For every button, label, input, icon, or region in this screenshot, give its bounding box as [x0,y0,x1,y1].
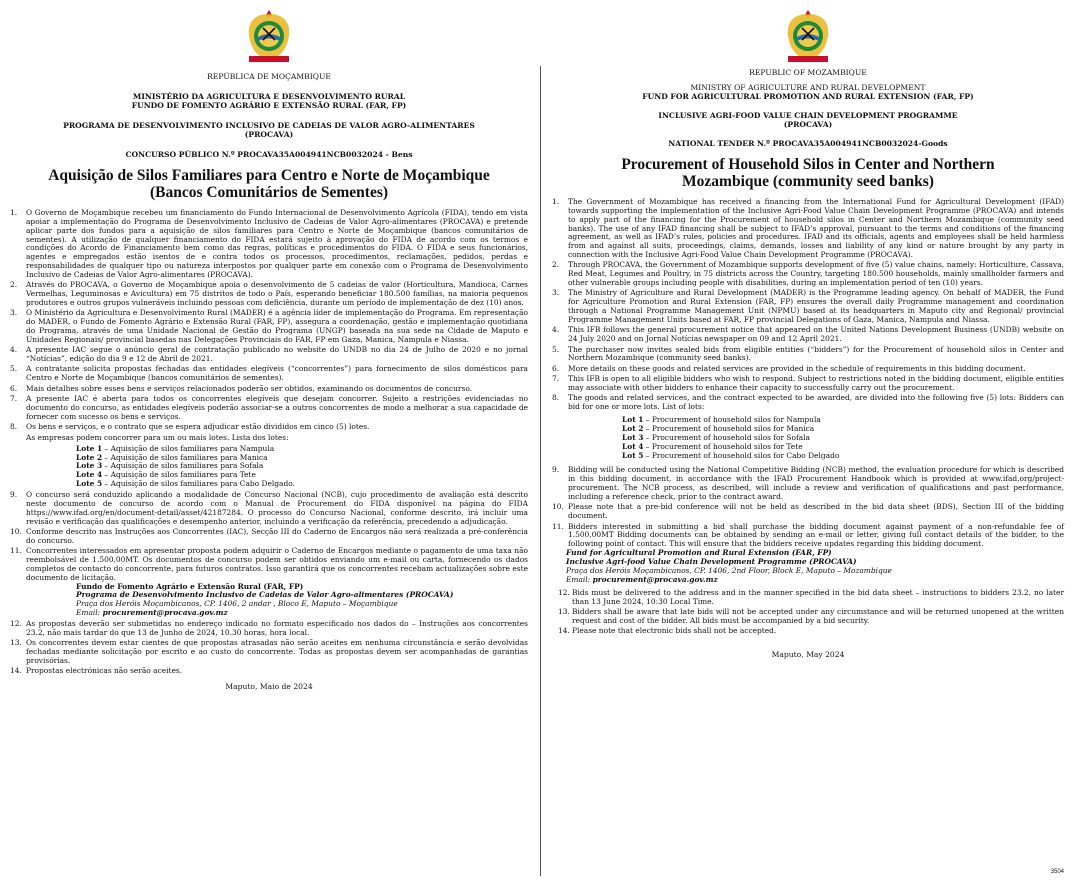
place-date: Maputo, Maio de 2024 [225,682,313,692]
english-notice [552,0,1064,885]
list-item: 4. A presente IAC segue o anúncio geral de contratação publicado no website do UNDB no dia 24 de Julho de 2020 e no jornal “Notícias”, edição do dia 9 e 12 de Abril de 2021. [10,345,528,363]
programme-name: INCLUSIVE AGRI-FOOD VALUE CHAIN DEVELOPMENT PROGRAMME [658,111,958,120]
lot-row: Lot 3 – Procurement of household silos for Sofala [622,432,810,442]
list-item: 2. Through PROCAVA, the Government of Mozambique supports development of five (5) value chains, namely: Horticulture, Cassava, Red Meat, Legumes and Poultry, in 75 districts across the Country, targeting 180.500 households, mainly smallholder farmers and other vulnerable groups including people with disabilities, during an implementation period of ten (10) years. [552,260,1064,288]
republic-name: REPÚBLICA DE MOÇAMBIQUE [207,72,331,81]
notice-items-final [10,620,528,676]
list-item: 11. Concorrentes interessados em apresentar proposta podem adquirir o Caderno de Encargos mediante o pagamento de uma taxa não reembolsável de 1.500,00MT. Os documentos de concurso podem ser obtidos enviando um e-mail ou carta, fornecendo os dados completos de contacto do concorrente, para futuros contratos. Isso garantirá que os concorrentes recebam actualizações sobre este documento de licitação. [10,546,528,582]
coat-of-arms-emblem [780,6,836,66]
list-item: 8. The goods and related services, and the contract expected to be awarded, are divided into the following five (5) lots: Bidders can bid for one or more lots. List of lots: [552,393,1064,412]
list-item: 1. The Government of Mozambique has received a financing from the International Fund for Agricultural Development (IFAD) towards supporting the implementation of the Inclusive Agri-Food Value Chain Development Programme (PROCAVA) and intends to apply part of the financing for the Procurement of household silos in Center and Northern Mozambique (community seed banks). The use of any IFAD financing shall be subject to IFAD’s approval, pursuant to the terms and conditions of the financing agreement, as well as IFAD’s rules, policies and procedures. IFAD and its officials, agents and employees shall be held harmless from and against all suits, proceedings, claims, demands, losses and liability of any kind or nature brought by any party in connection with the Inclusive Agri-Food Value Chain Development Programme (PROCAVA). [552,197,1064,260]
list-item: 10. Conforme descrito nas Instruções aos Concorrentes (IAC), Secção III do Caderno de Encargos não será realizada a pré-conferência do concurso. [10,527,528,545]
contact-address: Fund for Agricultural Promotion and Rural Extension (FAR, FP) Inclusive Agri-food Value Chain Development Programme (PROCAVA) Praça dos Heróis Moçambicanos, CP. 1406, 2nd Floor, Block E, Maputo – Mozambique Email: procurement@procava.gov.mz [566,548,892,584]
notice-items [10,209,528,443]
lot-row: Lote 3 – Aquisição de silos familiares para Sofala [76,461,264,471]
lot-row: Lote 2 – Aquisição de silos familiares para Manica [76,452,268,462]
notice-items-continued [10,491,528,582]
tender-number: CONCURSO PÚBLICO N.º PROCAVA35A004941NCB0032024 - Bens [125,150,413,159]
list-item: 3. O Ministério da Agricultura e Desenvolvimento Rural (MADER) é a agência líder de implementação do Programa. Em representação do MADER, o Fundo de Fomento Agrário e Extensão Rural (FAR, FP), assegura a coordenação, gestão e implementação quotidiana do Programa, através de uma Unidade Nacional de Gestão do Programa (UNGP) baseada na sua sede na Cidade de Maputo e Unidades Regionais/ provincial basedas nas Delegações Provinciais do FAR, FP em Gaza, Manica, Nampula e Niassa. [10,308,528,344]
coat-of-arms-emblem [241,6,297,66]
list-item: 13. Os concorrentes devem estar cientes de que propostas atrasadas não serão aceites em nenhuma circunstância e serão devolvidas fechadas mediante solicitação por escrito e ao custo do concorrente. Todas as propostas devem ser acompanhadas de garantias provisórias. [10,638,528,666]
list-item: 11. Bidders interested in submitting a bid shall purchase the bidding document against payment of a non-refundable fee of 1.500,00MT Bidding documents can be obtained by sending an e-mail or letter, giving full contact details of the bidder, to the following point of contact. This will ensure that the bidders receive updates regarding this bidding document. [552,521,1064,549]
lots-intro: As empresas podem concorrer para um ou mais lotes. Lista dos lotes: [26,432,289,442]
republic-name: REPUBLIC OF MOZAMBIQUE [749,68,867,77]
list-item: 5. A contratante solicita propostas fechadas das entidades elegíveis (“concorrentes”) para fornecimento de silos domésticos para Centro e Norte de Moçambique (bancos comunitários de sementes). [10,364,528,383]
list-item: 13. Bidders shall be aware that late bids will not be accepted under any circumstance and will be returned unopened at the written request and cost of the bidder. All bids must be accompanied by a bid security. [558,606,1064,625]
lot-row: Lot 1 – Procurement of household silos for Nampula [622,414,821,424]
lot-row: Lote 4 – Aquisição de silos familiares para Tete [76,470,256,480]
list-item: 5. The purchaser now invites sealed bids from eligible entities (“bidders”) for the Procurement of household silos in Center and Northern Mozambique (community seed banks). [552,344,1064,363]
contact-address: Fundo de Fomento Agrário e Extensão Rural (FAR, FP) Programa de Desenvolvimento Inclusivo de Cadeias de Valor Agro-alimentares (PROCAVA) Praça dos Heróis Moçambicanos, CP. 1406, 2 andar , Bloco E, Maputo – Moçambique Email: procurement@procava.gov.mz [76,581,454,618]
list-item: 9. Bidding will be conducted using the National Competitive Bidding (NCB) method, the evaluation procedure for which is described in this bidding document, in accordance with the IFAD Procurement Handbook which is provided at www.ifad.org/project-procurement. The NCB process, as described, will include a review and verification of qualifications and past performance, including a reference check, prior to the contract award. [552,465,1064,501]
lot-row: Lot 2 – Procurement of household silos for Manica [622,423,815,433]
list-item: 7. A presente IAC é aberta para todos os concorrentes elegíveis que desejam concorrer. Sujeito a restrições evidenciadas no documento do concurso, as entidades elegíveis poderão associar-se a outros concorrentes de modo a melhorar a sua capacidade de fornecer com sucesso os bens e serviços. [10,393,528,421]
list-item: 1. O Governo de Moçambique recebeu um financiamento do Fundo Internacional de Desenvolvimento Agrícola (FIDA), tendo em vista apoiar a implementação do Programa de Desenvolvimento Inclusivo de Cadeias de Valor Agro-alimentares (PROCAVA) e pretende aplicar parte dos fundos para a aquisição de silos familiares para Centro e Norte de Moçambique (bancos comunitários de sementes). A utilização de qualquer financiamento do FIDA estará sujeito à aprovação do FIDA de acordo com os termos e condições do Acordo de Financiamento bem como das regras, políticas e procedimentos do FIDA. O FIDA e seus funcionários, agentes e empregados estão isentos de e contra todos os processos, procedimentos, reclamações, pedidos, perdas e responsabilidades de qualquer tipo ou natureza interpostos por qualquer parte em conexão com o Programa de Desenvolvimento Inclusivo de Cadeias de Valor Agro-alimentares (PROCAVA). [10,208,528,279]
list-item: 14. Propostas electrónicas não serão aceites. [10,666,183,676]
list-item: 9. O concurso será conduzido aplicando a modalidade de Concurso Nacional (NCB), cujo procedimento de avaliação está descrito neste documento de concurso de acordo com o Manual de Procurement do FIDA disponível na página do FIDA https://www.ifad.org/en/document-detail/asset/42187284. O processo do Concurso Nacional, conforme descrito, irá incluir uma revisão e verificação das qualificações e desempenho anterior, incluindo a verificação da referência, precedendo a adjudicação. [10,490,528,526]
notice-items [552,198,1064,412]
portuguese-notice [10,0,528,885]
fund-name: FUNDO DE FOMENTO AGRÁRIO E EXTENSÃO RURAL (FAR, FP) [131,101,407,110]
notice-items-continued [552,466,1064,549]
list-item: 4. This IFB follows the general procurement notice that appeared on the United Nations Development Business (UNDB) website on 24 July 2020 and on Jornal Notícias newspaper on 09 and 12 April 2021. [552,325,1064,344]
programme-abbr: (PROCAVA) [244,130,294,139]
fund-name: FUND FOR AGRICULTURAL PROMOTION AND RURAL EXTENSION (FAR, FP) [642,92,974,101]
lots-list [76,445,528,490]
lot-row: Lot 4 – Procurement of household silos for Tete [622,441,803,451]
lots-list [622,416,1064,461]
ministry-name: MINISTRY OF AGRICULTURE AND RURAL DEVELOPMENT [690,83,926,92]
list-item: 12. Bids must be delivered to the address and in the manner specified in the bid data sheet – instructions to bidders 23.2, no later than 13 June 2024, 10:30 Local Time. [558,587,1064,606]
list-item: 3. The Ministry of Agriculture and Rural Development (MADER) is the Programme leading agency. On behalf of MADER, the Fund for Agriculture Promotion and Rural Extension (FAR, FP) ensures the overall daily Programme management and coordination through a National Programme Management Unit (NPMU) based at its headquarters in Maputo city and Regional/ provincial Programme Management Units based at FAR, FP provincial Delegations of Gaza, Manica, Nampula and Niassa. [552,288,1064,324]
notice-title: Procurement of Household Silos in Center and Northern Mozambique (community seed banks) [621,156,995,190]
list-item: 7. This IFB is open to all eligible bidders who wish to respond. Subject to restrictions noted in the bidding document, eligible entities may associate with other bidders to enhance their capacity to successfully carry out the procurement. [552,374,1064,392]
lot-row: Lote 1 – Aquisição de silos familiares para Nampula [76,443,275,453]
lot-row: Lote 5 – Aquisição de silos familiares para Cabo Delgado. [76,479,295,489]
list-item: 2. Através do PROCAVA, o Governo de Moçambique apoia o desenvolvimento de 5 cadeias de valor (Horticultura, Mandioca, Carnes Vermelhas, Leguminosas e Avicultura) em 75 distritos de todo o País, esperando beneficiar 180.500 famílias, na maioria pequenos produtores e outros grupos vulneráveis incluindo pessoas com deficiência, durante um período de implementação de dez (10) anos. [10,280,528,307]
column-divider [540,66,541,876]
list-item: 6. More details on these goods and related services are provided in the schedule of requirements in this bidding document. [552,363,1026,373]
email-link[interactable]: procurement@procava.gov.mz [102,608,228,618]
list-item: 10. Please note that a pre-bid conference will not be held as described in the bid data sheet (BDS), Section III of the bidding document. [552,502,1064,521]
lot-row: Lot 5 – Procurement of household silos for Cabo Delgado [622,450,840,460]
notice-title: Aquisição de Silos Familiares para Centro e Norte de Moçambique (Bancos Comunitários de Sementes) [48,167,490,201]
ministry-name: MINISTÉRIO DA AGRICULTURA E DESENVOLVIMENTO RURAL [132,92,406,101]
list-item: 12. As propostas deverão ser submetidas no endereço indicado no formato especificado nos dados do – Instruções aos concorrentes 23.2, não mais tardar do que 13 de Junho de 2024, 10.30 horas, hora local. [10,619,528,638]
list-item: 6. Mais detalhes sobre esses bens e serviços relacionados poderão ser obtidos, examinando os documentos de concurso. [10,383,473,393]
tender-number: NATIONAL TENDER N.º PROCAVA35A004941NCB0032024-Goods [668,139,948,148]
page-number: 3504 [1050,869,1064,875]
email-link[interactable]: procurement@procava.gov.mz [592,574,718,584]
list-item: 8. Os bens e serviços, e o contrato que se espera adjudicar estão divididos em cinco (5) lotes. As empresas podem concorrer para um ou mais lotes. Lista dos lotes: [10,423,528,443]
notice-items-final [552,589,1064,636]
programme-name: PROGRAMA DE DESENVOLVIMENTO INCLUSIVO DE CADEIAS DE VALOR AGRO-ALIMENTARES [63,121,475,130]
programme-abbr: (PROCAVA) [783,120,833,129]
list-item: 14. Please note that electronic bids shall not be accepted. [558,626,777,636]
place-date: Maputo, May 2024 [771,649,845,659]
